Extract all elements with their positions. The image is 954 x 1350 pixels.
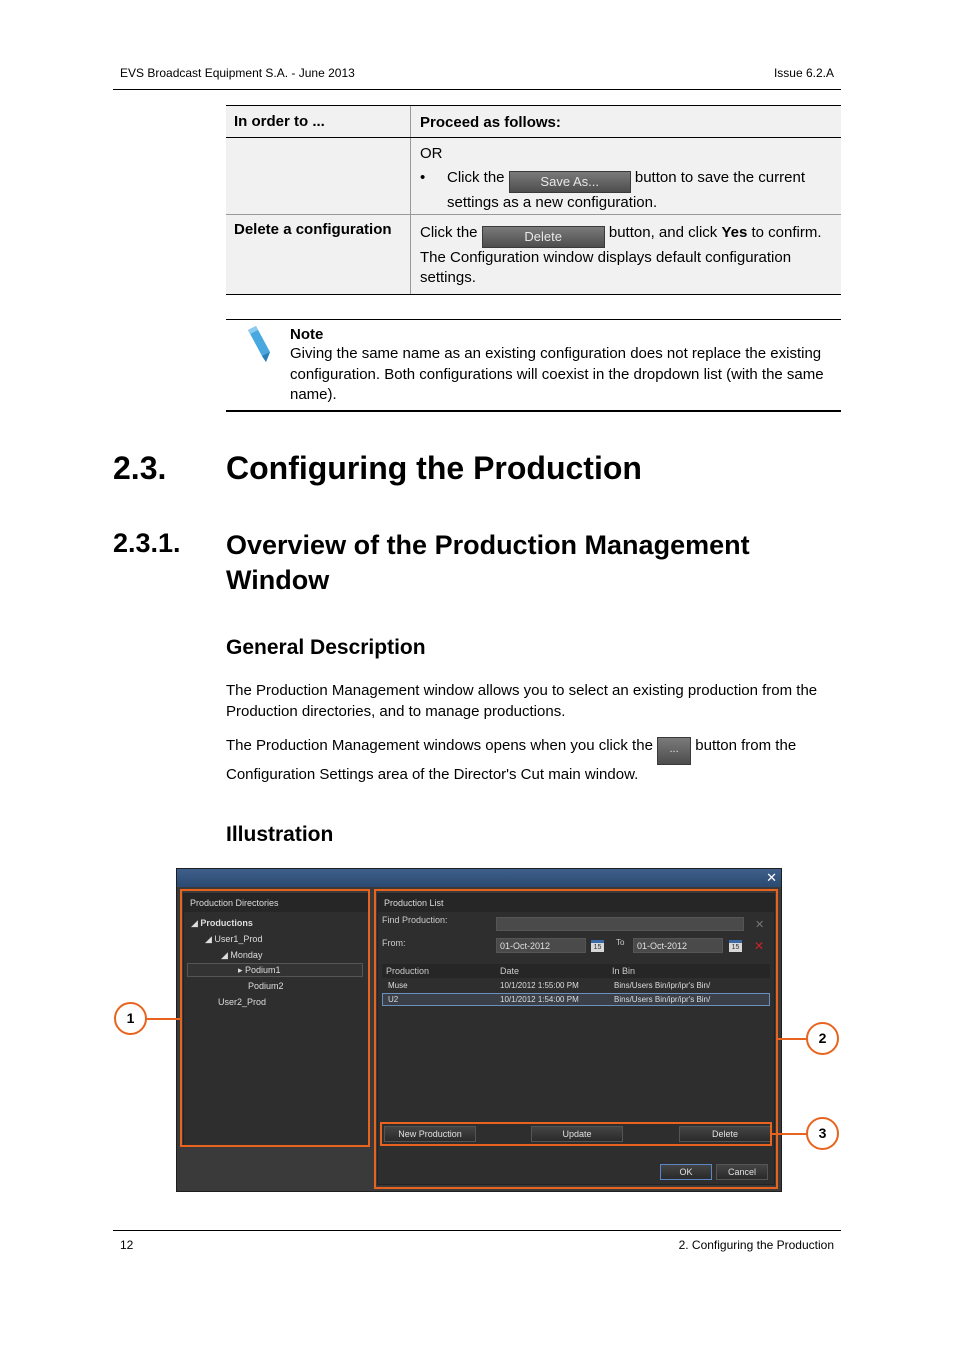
yes-text: Yes	[721, 224, 748, 241]
note-bottom-rule	[226, 410, 841, 412]
table-header-col1: In order to ...	[226, 106, 411, 137]
save-as-button[interactable]: Save As...	[509, 171, 631, 193]
ok-button[interactable]: OK	[660, 1164, 712, 1180]
callout-3: 3	[806, 1117, 839, 1150]
delete-description: button, and click	[608, 224, 718, 241]
section-number: 2.3.	[113, 450, 167, 486]
table-row-production[interactable]: Muse	[388, 981, 408, 990]
table-row-date[interactable]: 10/1/2012 1:55:00 PM	[500, 981, 579, 990]
p2-before: The Production Management windows opens when you click the	[226, 737, 653, 754]
tree-item[interactable]: Podium2	[248, 981, 284, 991]
to-label: To	[616, 938, 625, 947]
header-publisher: EVS Broadcast Equipment S.A. - June 2013	[120, 66, 355, 80]
section-title: Configuring the Production	[226, 450, 642, 486]
delete-production-button[interactable]: Delete	[679, 1126, 771, 1142]
callout-1: 1	[114, 1002, 147, 1035]
calendar-icon[interactable]: 15	[591, 940, 604, 952]
update-button[interactable]: Update	[531, 1126, 623, 1142]
callout-leader-2	[778, 1038, 808, 1040]
expand-icon: ◢	[191, 918, 201, 928]
bullet-text	[447, 168, 832, 213]
or-text: OR	[420, 145, 443, 162]
subsection-number: 2.3.1.	[113, 528, 181, 558]
collapse-icon: ▸	[238, 965, 246, 975]
window-title-bar	[177, 869, 781, 887]
column-header-in-bin[interactable]: In Bin	[612, 966, 636, 976]
table-row-bin[interactable]: Bins/Users Bin/ipr/ipr's Bin/	[614, 995, 711, 1004]
callout-leader-1	[146, 1018, 180, 1020]
illustration-heading: Illustration	[226, 823, 334, 846]
list-panel-title: Production List	[378, 894, 774, 912]
from-label: From:	[382, 938, 406, 948]
table-row-production[interactable]: U2	[388, 995, 399, 1004]
column-header-date[interactable]: Date	[500, 966, 520, 976]
footer-divider	[113, 1230, 841, 1231]
click-the-text: Click the	[420, 224, 478, 241]
note-body: Giving the same name as an existing configuration does not replace the existing configuration. Both configurations will coexist in the dropdown list (with the same name).	[290, 345, 824, 403]
delete-config-label: Delete a configuration	[226, 215, 411, 294]
bullet-item	[420, 168, 832, 213]
table-header-col2: Proceed as follows:	[420, 114, 561, 131]
to-date-field[interactable]: 01-Oct-2012	[633, 938, 723, 953]
click-the-text: Click the	[447, 169, 505, 186]
procedure-table	[226, 105, 841, 295]
expand-icon: ◢	[221, 950, 231, 960]
ellipsis-button[interactable]: ...	[657, 737, 691, 765]
general-description-heading: General Description	[226, 636, 426, 659]
general-paragraph-2	[226, 736, 841, 785]
header-divider	[113, 89, 841, 90]
general-paragraph-1: The Production Management window allows you to select an existing production from the Production directories, and to manage productions.	[226, 682, 818, 720]
delete-description-2: to confirm. The Configuration window displays default configuration settings.	[420, 224, 822, 286]
callout-2: 2	[806, 1022, 839, 1055]
table-header-row	[226, 105, 841, 138]
cancel-button[interactable]: Cancel	[716, 1164, 768, 1180]
page-number: 12	[120, 1238, 134, 1252]
callout-box-3	[380, 1122, 772, 1146]
table-row	[226, 215, 841, 295]
from-date-field[interactable]: 01-Oct-2012	[496, 938, 586, 953]
tree-item[interactable]: User2_Prod	[218, 997, 267, 1007]
delete-button[interactable]: Delete	[482, 226, 605, 248]
table-cell	[226, 138, 411, 214]
bullet: •	[420, 169, 426, 186]
new-production-button[interactable]: New Production	[384, 1126, 476, 1142]
clear-dates-icon[interactable]: ✕	[754, 939, 765, 953]
callout-box-1	[180, 889, 370, 1147]
table-row-bin[interactable]: Bins/Users Bin/ipr/ipr's Bin/	[614, 981, 711, 990]
header-issue: Issue 6.2.A	[773, 66, 834, 80]
find-production-label: Find Production:	[382, 915, 448, 925]
table-row	[226, 138, 841, 215]
tree-item[interactable]: ◢ Productions	[191, 918, 253, 928]
column-header-production[interactable]: Production	[386, 966, 430, 976]
calendar-icon[interactable]: 15	[729, 940, 742, 952]
clear-find-icon[interactable]: ✕	[755, 919, 765, 931]
p2-after: button from the Configuration Settings area of the Director's Cut main window.	[226, 737, 797, 783]
tree-item[interactable]: ◢ User1_Prod	[205, 934, 263, 944]
save-as-description: button to save the current settings as a new configuration.	[447, 169, 805, 211]
table-cell	[411, 215, 841, 294]
note-top-rule	[226, 319, 841, 320]
table-cell	[411, 138, 841, 214]
tree-item[interactable]: ▸ Podium1	[238, 965, 281, 975]
close-icon[interactable]: ✕	[766, 870, 777, 885]
pencil-icon	[242, 326, 274, 369]
footer-chapter: 2. Configuring the Production	[678, 1238, 834, 1252]
directories-panel-title: Production Directories	[184, 894, 368, 912]
expand-icon: ◢	[205, 934, 215, 944]
subsection-title: Overview of the Production Management Window	[226, 530, 750, 595]
callout-leader-3	[772, 1133, 808, 1135]
tree-item[interactable]: ◢ Monday	[221, 950, 263, 960]
note-title: Note	[290, 326, 324, 343]
table-row-date[interactable]: 10/1/2012 1:54:00 PM	[500, 995, 579, 1004]
